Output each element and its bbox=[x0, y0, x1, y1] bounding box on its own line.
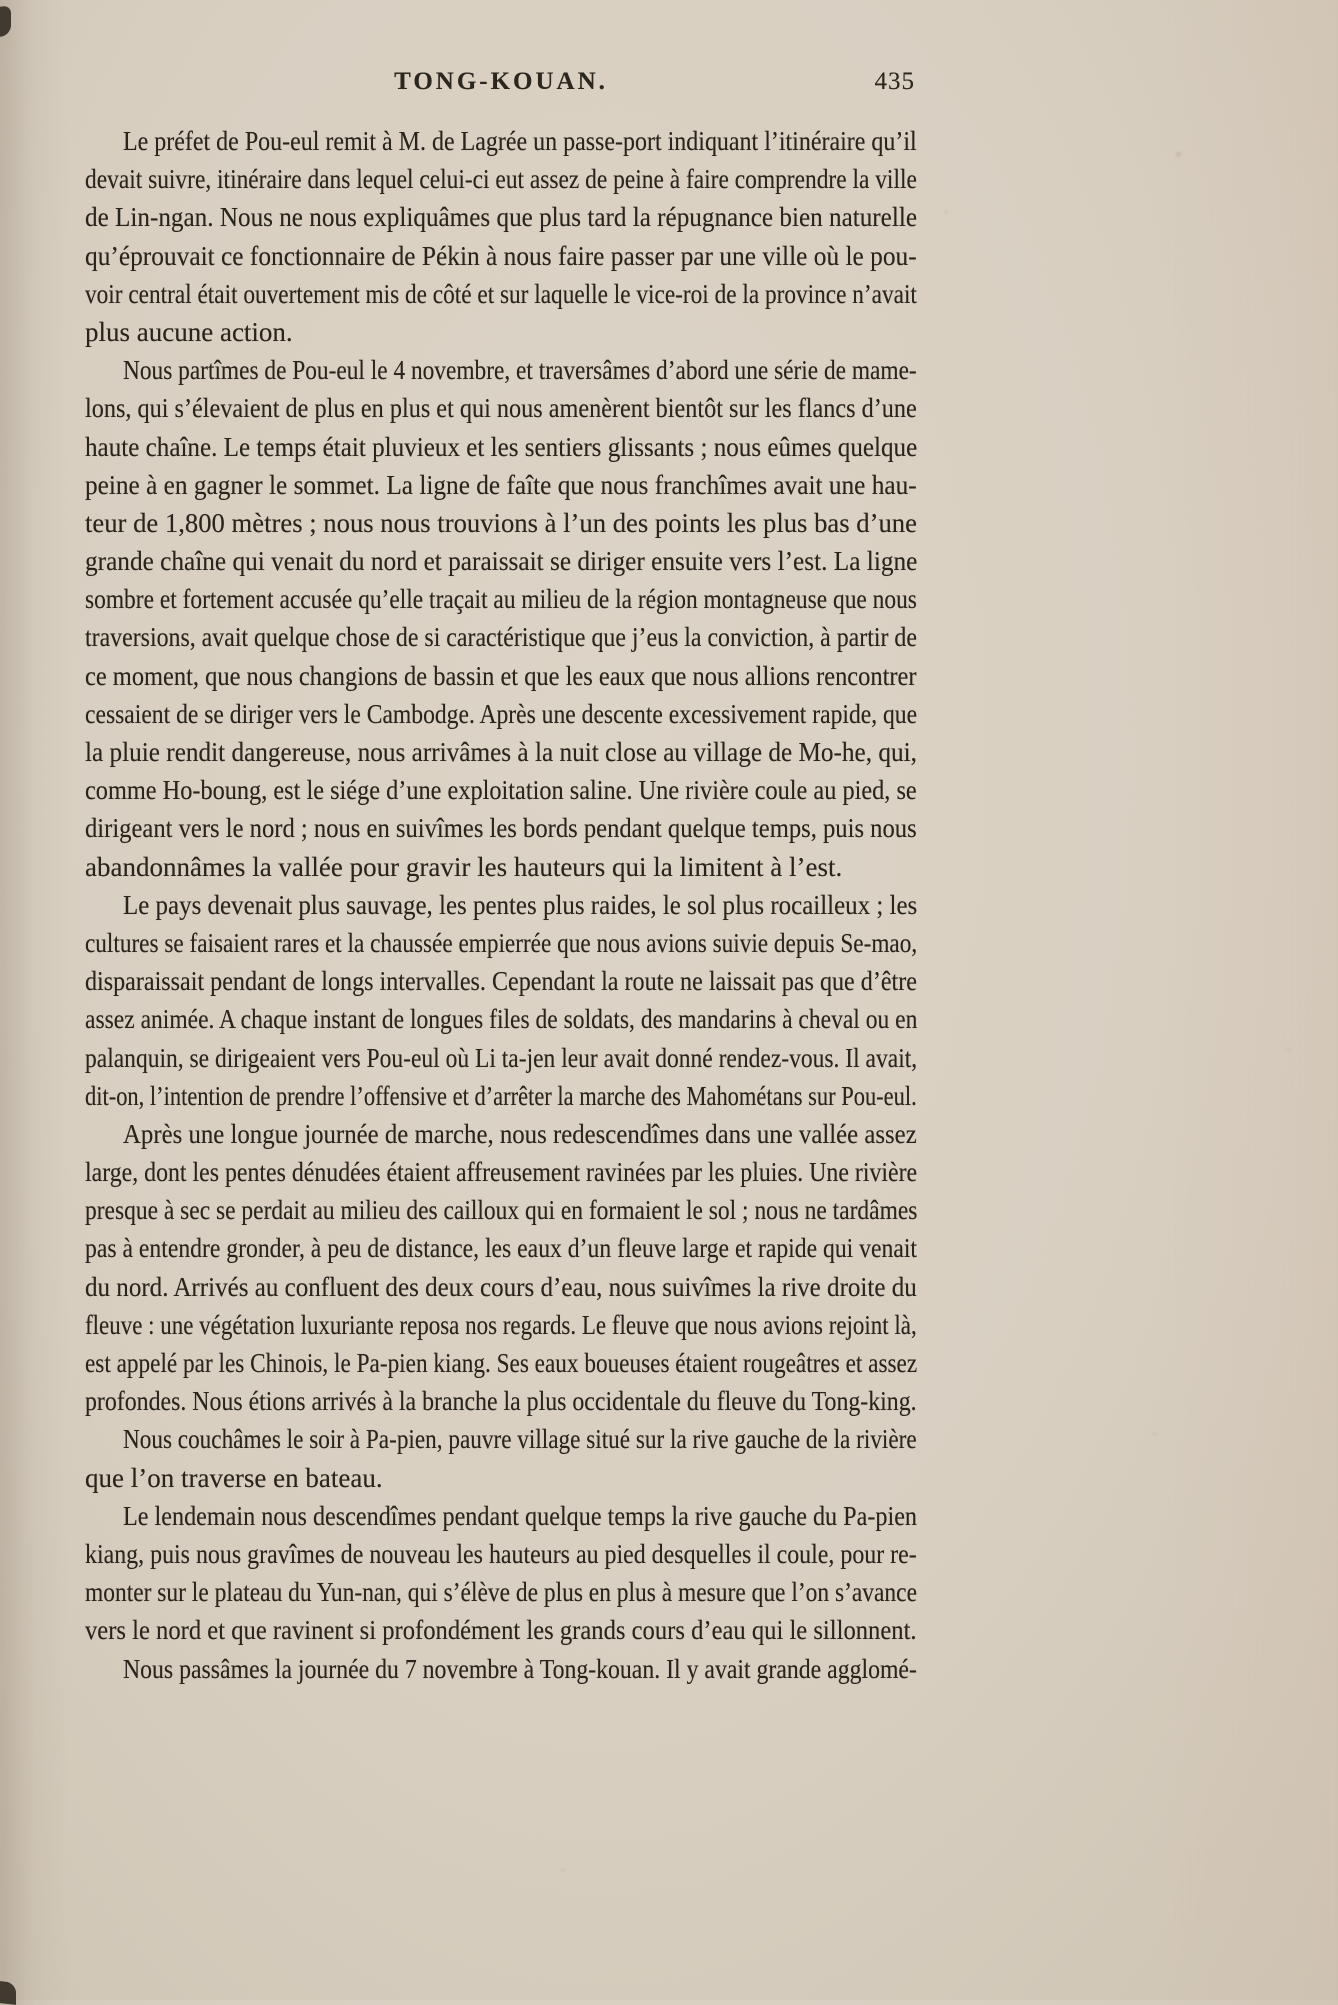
text-line bbox=[85, 351, 917, 389]
text-line-content: Après une longue journée de marche, nous redescendîmes dans une vallée assez bbox=[123, 1118, 917, 1149]
text-line bbox=[85, 1077, 917, 1115]
text-line bbox=[85, 542, 917, 580]
page-edge-mark-bottom-left bbox=[0, 1981, 16, 2005]
text-line bbox=[85, 1611, 917, 1649]
text-line-content: voir central était ouvertement mis de côté et sur laquelle le vice-roi de la province n’avait bbox=[85, 278, 917, 309]
text-line-content: de Lin-ngan. Nous ne nous expliquâmes que plus tard la répugnance bien naturelle bbox=[85, 202, 917, 233]
text-line bbox=[85, 771, 917, 809]
text-line-content: plus aucune action. bbox=[85, 316, 293, 347]
text-line-content: sombre et fortement accusée qu’elle traçait au milieu de la région montagneuse que nous bbox=[85, 584, 917, 615]
paragraph bbox=[85, 1420, 917, 1496]
text-line-content: Le préfet de Pou-eul remit à M. de Lagrée un passe-port indiquant l’itinéraire qu’il bbox=[123, 126, 917, 156]
page-title: TONG-KOUAN. bbox=[394, 68, 608, 95]
text-line bbox=[85, 1497, 917, 1535]
text-line bbox=[85, 1306, 917, 1344]
text-line-content: devait suivre, itinéraire dans lequel celui-ci eut assez de peine à faire comprendre la ville bbox=[85, 164, 917, 195]
text-line bbox=[85, 618, 917, 656]
text-line bbox=[85, 886, 917, 924]
text-line-content: peine à en gagner le sommet. La ligne de faîte que nous franchîmes avait une hau- bbox=[85, 469, 917, 500]
text-line bbox=[85, 122, 917, 160]
text-line-content: disparaissait pendant de longs intervalles. Cependant la route ne laissait pas que d’être bbox=[85, 966, 917, 997]
text-line-content: monter sur le plateau du Yun-nan, qui s’élève de plus en plus à mesure que l’on s’avance bbox=[85, 1577, 917, 1608]
text-line bbox=[85, 1039, 917, 1077]
text-line-content: assez animée. A chaque instant de longues files de soldats, des mandarins à cheval ou en bbox=[85, 1004, 918, 1035]
text-line bbox=[85, 1344, 917, 1382]
text-line bbox=[85, 809, 917, 847]
text-line bbox=[85, 275, 917, 313]
text-line bbox=[85, 1115, 917, 1153]
paragraph bbox=[85, 1650, 917, 1688]
text-line bbox=[85, 1268, 917, 1306]
text-line-content: Nous partîmes de Pou-eul le 4 novembre, et traversâmes d’abord une série de mame- bbox=[123, 355, 917, 386]
paragraph bbox=[85, 351, 917, 886]
text-line-content: ce moment, que nous changions de bassin et que les eaux que nous allions rencontrer bbox=[85, 660, 917, 691]
text-line bbox=[85, 389, 917, 427]
text-line bbox=[85, 237, 917, 275]
paragraph bbox=[85, 886, 917, 1115]
text-line-content: du nord. Arrivés au confluent des deux cours d’eau, nous suivîmes la rive droite du bbox=[85, 1271, 917, 1302]
text-line-content: large, dont les pentes dénudées étaient affreusement ravinées par les pluies. Une rivière bbox=[85, 1157, 918, 1188]
paper-speck bbox=[944, 210, 948, 214]
text-line bbox=[85, 1229, 917, 1267]
text-block bbox=[85, 122, 917, 1688]
text-line bbox=[85, 1420, 917, 1458]
text-line-content: cultures se faisaient rares et la chaussée empierrée que nous avions suivie depuis Se-mao, bbox=[85, 927, 918, 958]
text-line-content: comme Ho-boung, est le siége d’une exploitation saline. Une rivière coule au pied, se bbox=[85, 775, 917, 806]
text-line-content: dit-on, l’intention de prendre l’offensive et d’arrêter la marche des Mahométans sur Pou-eul. bbox=[85, 1080, 917, 1111]
text-line-content: pas à entendre gronder, à peu de distance, les eaux d’un fleuve large et rapide qui venait bbox=[85, 1233, 918, 1264]
text-line-content: haute chaîne. Le temps était pluvieux et les sentiers glissants ; nous eûmes quelque bbox=[85, 431, 918, 462]
text-line-content: vers le nord et que ravinent si profondément les grands cours d’eau qui le sillonnent. bbox=[85, 1615, 917, 1646]
text-line-content: fleuve : une végétation luxuriante reposa nos regards. Le fleuve que nous avions rejoint là, bbox=[85, 1309, 917, 1340]
text-line-content: qu’éprouvait ce fonctionnaire de Pékin à nous faire passer par une ville où le pou- bbox=[85, 240, 917, 271]
text-line bbox=[85, 962, 917, 1000]
text-line bbox=[85, 466, 917, 504]
page-number: 435 bbox=[874, 68, 915, 95]
text-line-content: Le lendemain nous descendîmes pendant quelque temps la rive gauche du Pa-pien bbox=[123, 1500, 918, 1531]
page-edge-mark-top-left bbox=[0, 5, 11, 37]
text-line bbox=[85, 504, 917, 542]
text-line bbox=[85, 1000, 917, 1038]
paragraph bbox=[85, 1497, 917, 1650]
text-line bbox=[85, 1153, 917, 1191]
text-line-content: presque à sec se perdait au milieu des cailloux qui en formaient le sol ; nous ne tardâmes bbox=[85, 1195, 918, 1226]
paper-speck bbox=[560, 1868, 566, 1872]
text-line bbox=[85, 580, 917, 618]
text-line bbox=[85, 695, 917, 733]
text-line-content: Le pays devenait plus sauvage, les pentes plus raides, le sol plus rocailleux ; les bbox=[123, 889, 918, 920]
text-line bbox=[85, 848, 917, 886]
text-line bbox=[85, 924, 917, 962]
text-line-content: palanquin, se dirigeaient vers Pou-eul où Li ta-jen leur avait donné rendez-vous. Il avait, bbox=[85, 1042, 918, 1073]
text-line bbox=[85, 428, 917, 466]
text-line-content: abandonnâmes la vallée pour gravir les hauteurs qui la limitent à l’est. bbox=[85, 851, 843, 882]
text-line bbox=[85, 313, 917, 351]
text-line bbox=[85, 1573, 917, 1611]
paper-speck bbox=[1176, 152, 1181, 157]
text-line-content: Nous passâmes la journée du 7 novembre à Tong-kouan. Il y avait grande agglomé- bbox=[123, 1653, 917, 1684]
text-line-content: grande chaîne qui venait du nord et paraissait se diriger ensuite vers l’est. La ligne bbox=[85, 546, 918, 577]
paragraph bbox=[85, 122, 917, 351]
text-line bbox=[85, 198, 917, 236]
text-line bbox=[85, 733, 917, 771]
text-line-content: cessaient de se diriger vers le Cambodge. Après une descente excessivement rapide, que bbox=[85, 698, 918, 729]
text-line bbox=[85, 160, 917, 198]
text-line-content: que l’on traverse en bateau. bbox=[85, 1462, 383, 1493]
text-line-content: kiang, puis nous gravîmes de nouveau les hauteurs au pied desquelles il coule, pour re- bbox=[85, 1538, 917, 1569]
text-line-content: profondes. Nous étions arrivés à la branche la plus occidentale du fleuve du Tong-king. bbox=[85, 1386, 917, 1417]
text-line bbox=[85, 1382, 917, 1420]
text-line-content: Nous couchâmes le soir à Pa-pien, pauvre village situé sur la rive gauche de la rivière bbox=[123, 1424, 917, 1455]
paper-speck bbox=[1287, 1048, 1291, 1052]
running-header bbox=[85, 68, 917, 104]
text-line-content: traversions, avait quelque chose de si caractéristique que j’eus la conviction, à partir de bbox=[85, 622, 917, 653]
text-line-content: la pluie rendit dangereuse, nous arrivâmes à la nuit close au village de Mo-he, qui, bbox=[85, 737, 917, 767]
text-line bbox=[85, 1191, 917, 1229]
text-line bbox=[85, 1459, 917, 1497]
text-line bbox=[85, 1535, 917, 1573]
text-line bbox=[85, 657, 917, 695]
text-line-content: lons, qui s’élevaient de plus en plus et qui nous amenèrent bientôt sur les flancs d’une bbox=[85, 393, 917, 424]
text-line-content: teur de 1,800 mètres ; nous nous trouvions à l’un des points les plus bas d’une bbox=[85, 507, 917, 538]
paper-speck bbox=[1152, 1432, 1157, 1436]
text-line-content: est appelé par les Chinois, le Pa-pien kiang. Ses eaux boueuses étaient rougeâtres et assez bbox=[85, 1348, 918, 1378]
paragraph bbox=[85, 1115, 917, 1421]
text-line-content: dirigeant vers le nord ; nous en suivîmes les bords pendant quelque temps, puis nous bbox=[85, 813, 917, 844]
text-line bbox=[85, 1650, 917, 1688]
